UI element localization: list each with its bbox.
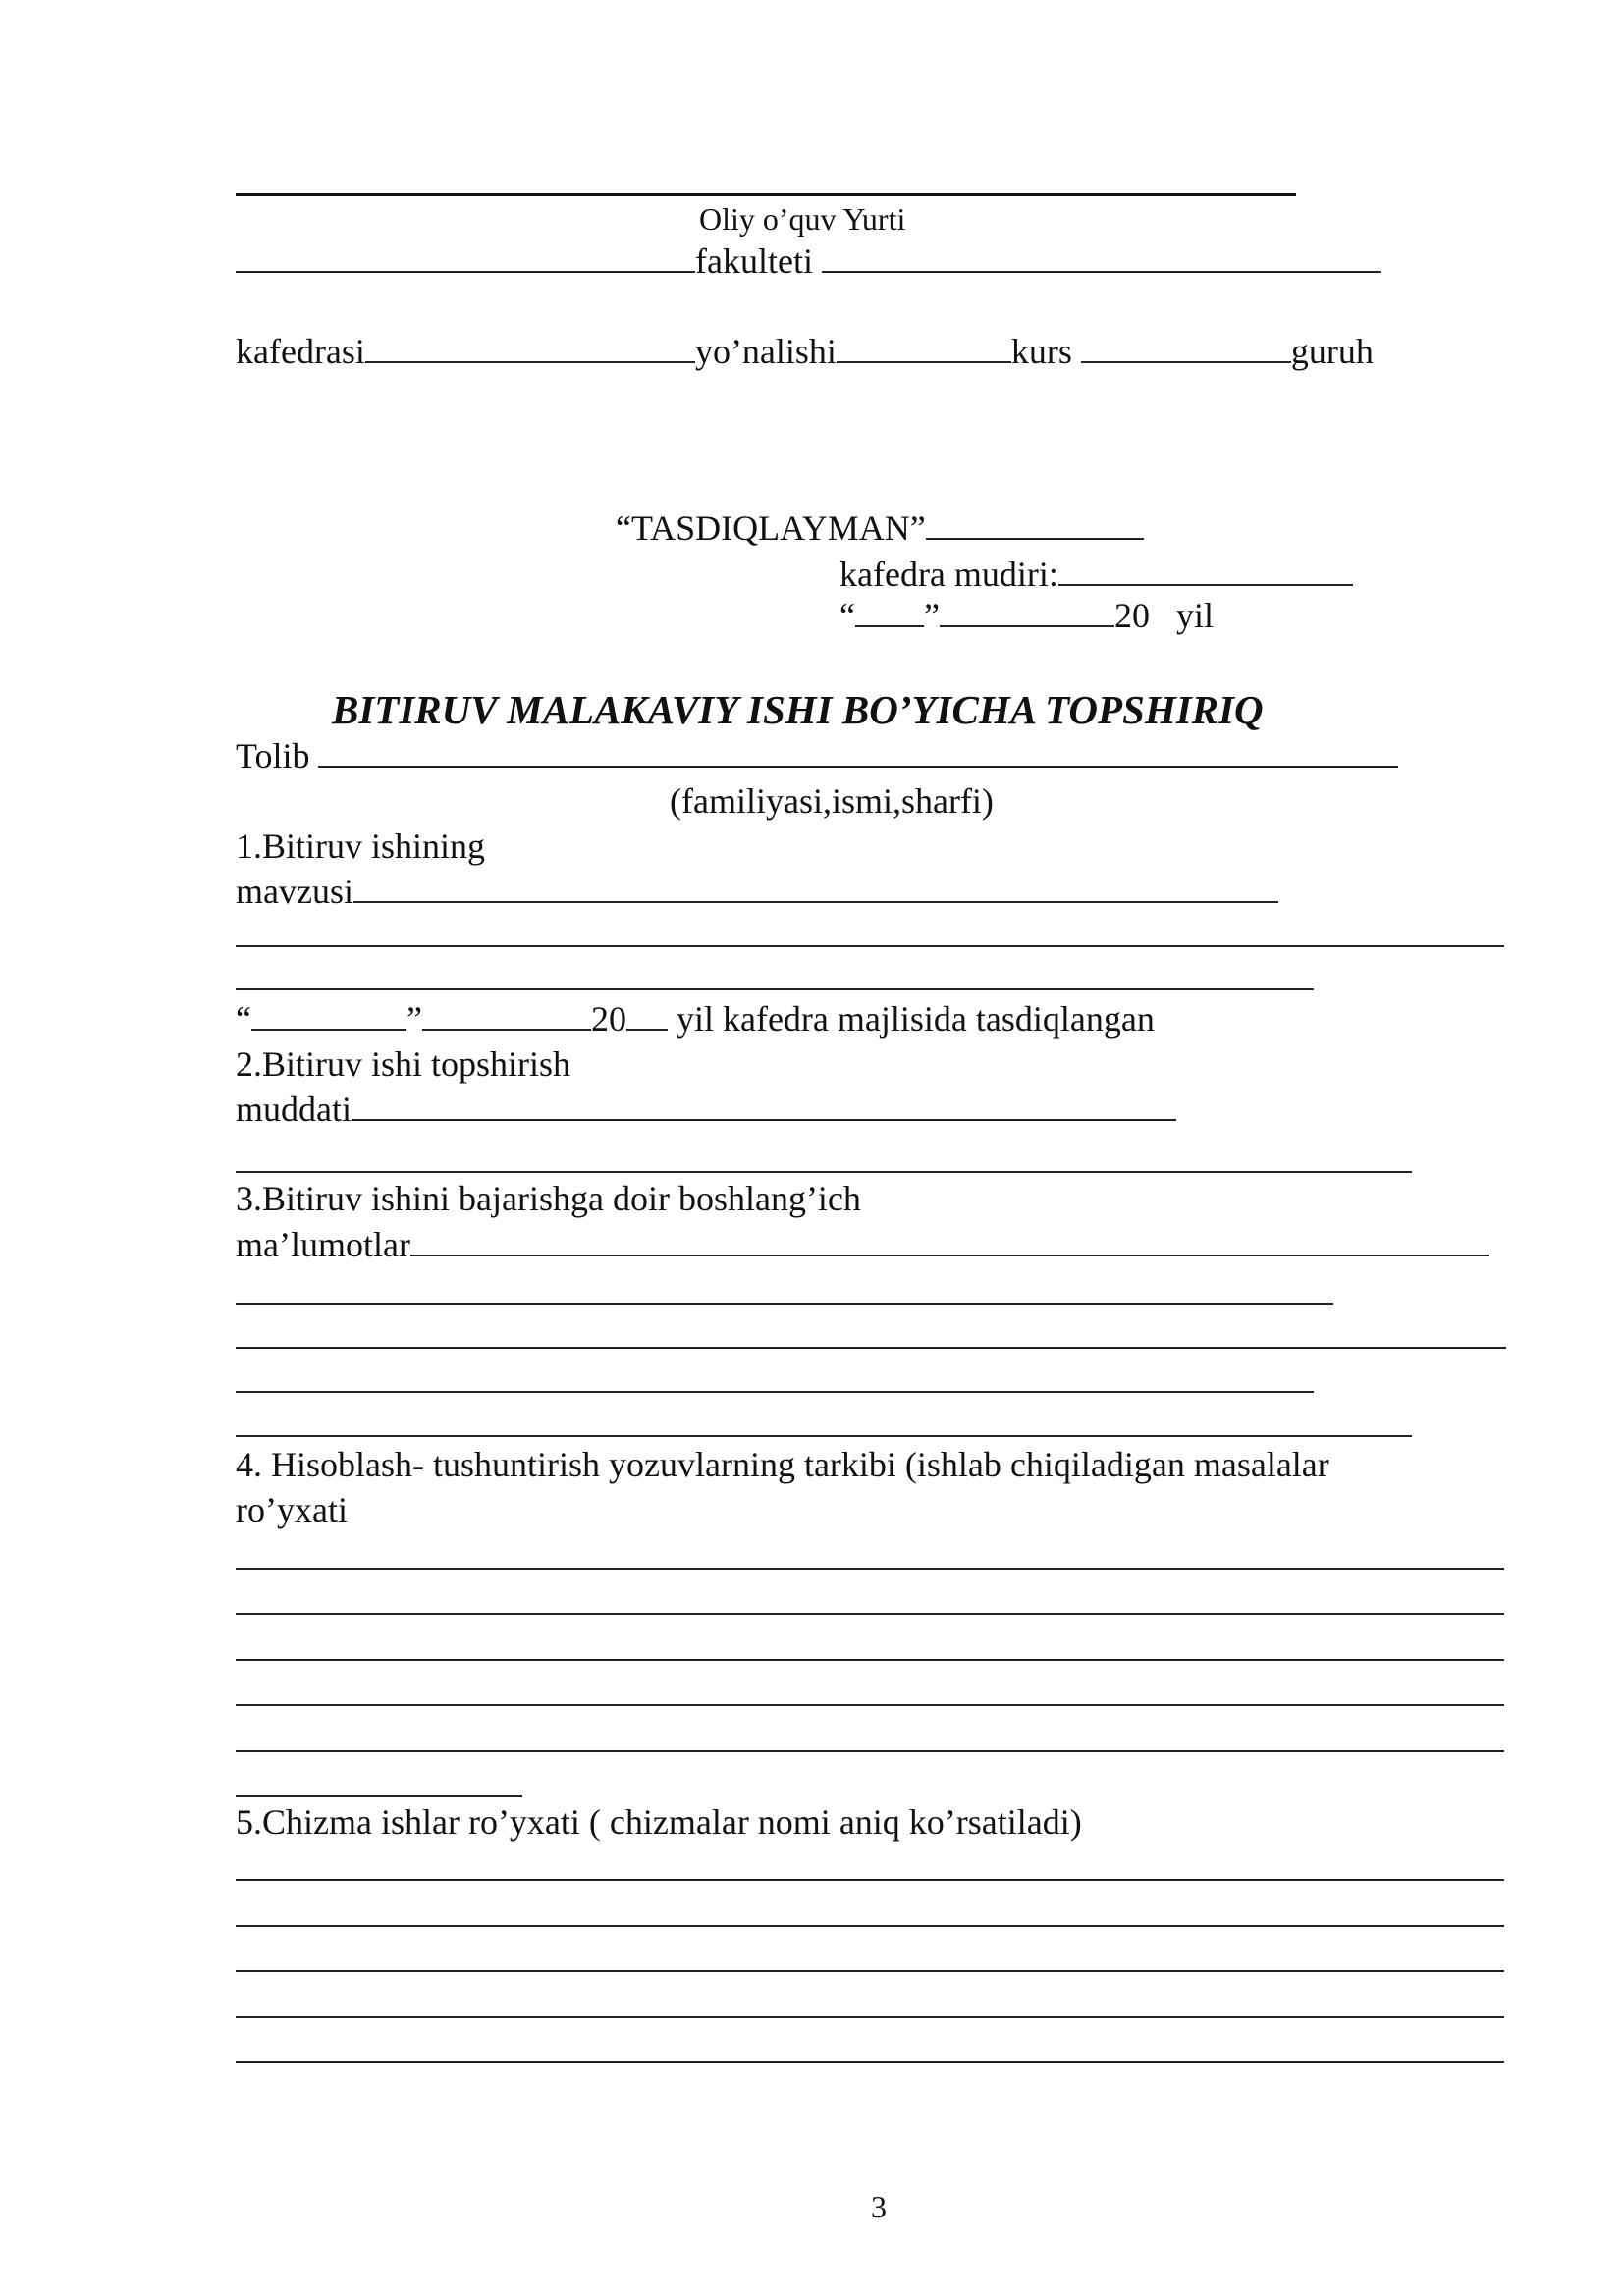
approve-signature-blank[interactable] — [926, 508, 1144, 540]
document-title: BITIRUV MALAKAVIY ISHI BO’YICHA TOPSHIRIQ — [332, 687, 1264, 732]
deadline-blank[interactable] — [352, 1090, 1176, 1121]
faculty-row — [236, 241, 1381, 281]
approve-label: “TASDIQLAYMAN” — [616, 508, 926, 548]
approved-year: 20 — [590, 999, 626, 1039]
approve-year-word: yil — [1175, 596, 1214, 635]
initial-data-blank[interactable] — [410, 1225, 1489, 1256]
student-row — [236, 736, 1398, 775]
tasks-line-4[interactable] — [236, 1704, 1504, 1706]
course-blank[interactable] — [1081, 332, 1291, 363]
deadline-line-2[interactable] — [236, 1171, 1412, 1173]
topic-line-3[interactable] — [236, 988, 1314, 990]
drawings-line-3[interactable] — [236, 1970, 1504, 1972]
section1-line2 — [236, 872, 1278, 911]
section2-line2 — [236, 1090, 1176, 1129]
head-label: kafedra mudiri: — [839, 555, 1058, 594]
faculty-blank-2[interactable] — [822, 241, 1381, 273]
approved-date-row — [236, 999, 1155, 1039]
institution-label: Oliy o’quv Yurti — [699, 201, 906, 237]
drawings-line-4[interactable] — [236, 2016, 1504, 2018]
date-close-quote: ” — [923, 596, 940, 635]
approved-day-blank[interactable] — [251, 999, 406, 1031]
approved-year-blank[interactable] — [626, 999, 668, 1031]
department-row — [236, 332, 1374, 371]
topic-blank[interactable] — [353, 872, 1278, 903]
approved-open-quote: “ — [236, 999, 251, 1039]
approved-text: yil kafedra majlisida tasdiqlangan — [676, 999, 1155, 1039]
group-label: guruh — [1290, 332, 1374, 371]
approved-close-quote: ” — [406, 999, 422, 1039]
section4-line2: ro’yxati — [236, 1490, 348, 1529]
initial-data-label: ma’lumotlar — [236, 1225, 410, 1264]
section2-line1: 2.Bitiruv ishi topshirish — [236, 1044, 571, 1084]
faculty-label: fakulteti — [695, 241, 813, 281]
initial-data-line-5[interactable] — [236, 1435, 1412, 1437]
direction-blank[interactable] — [837, 332, 1011, 363]
drawings-line-5[interactable] — [236, 2061, 1504, 2063]
drawings-line-1[interactable] — [236, 1879, 1504, 1881]
initial-data-line-4[interactable] — [236, 1391, 1314, 1393]
approve-day-blank[interactable] — [855, 596, 924, 627]
approve-date-row — [839, 596, 1214, 635]
tasks-line-5[interactable] — [236, 1750, 1504, 1752]
section1-line1: 1.Bitiruv ishining — [236, 827, 486, 866]
date-open-quote: “ — [839, 596, 855, 635]
deadline-label: muddati — [236, 1090, 352, 1129]
student-hint: (familiyasi,ismi,sharfi) — [670, 781, 994, 821]
initial-data-line-2[interactable] — [236, 1303, 1333, 1305]
head-row — [839, 555, 1353, 594]
topic-line-2[interactable] — [236, 945, 1504, 947]
department-label: kafedrasi — [236, 332, 365, 371]
initial-data-line-3[interactable] — [236, 1347, 1506, 1349]
top-rule — [236, 193, 1296, 196]
approve-year-prefix: 20 — [1113, 596, 1150, 635]
page-number: 3 — [871, 2189, 887, 2224]
student-name-blank[interactable] — [318, 736, 1398, 768]
direction-label: yo’nalishi — [694, 332, 837, 371]
approved-month-blank[interactable] — [422, 999, 591, 1031]
topic-label: mavzusi — [236, 872, 353, 911]
section4-line1: 4. Hisoblash- tushuntirish yozuvlarning tarkibi (ishlab chiqiladigan masalalar — [236, 1445, 1329, 1484]
student-label: Tolib — [236, 736, 310, 775]
section3-line2 — [236, 1225, 1489, 1264]
course-label: kurs — [1010, 332, 1072, 371]
head-name-blank[interactable] — [1058, 555, 1353, 586]
faculty-blank-1[interactable] — [236, 241, 695, 273]
section3-line1: 3.Bitiruv ishini bajarishga doir boshlang’ich — [236, 1179, 861, 1218]
tasks-line-6[interactable] — [236, 1795, 522, 1797]
section5-line1: 5.Chizma ishlar ro’yxati ( chizmalar nomi aniq ko’rsatiladi) — [236, 1802, 1082, 1842]
department-blank[interactable] — [365, 332, 695, 363]
tasks-line-2[interactable] — [236, 1613, 1504, 1615]
approve-month-blank[interactable] — [940, 596, 1114, 627]
tasks-line-1[interactable] — [236, 1568, 1504, 1570]
approve-row — [616, 508, 1144, 548]
tasks-line-3[interactable] — [236, 1659, 1504, 1661]
drawings-line-2[interactable] — [236, 1925, 1504, 1927]
